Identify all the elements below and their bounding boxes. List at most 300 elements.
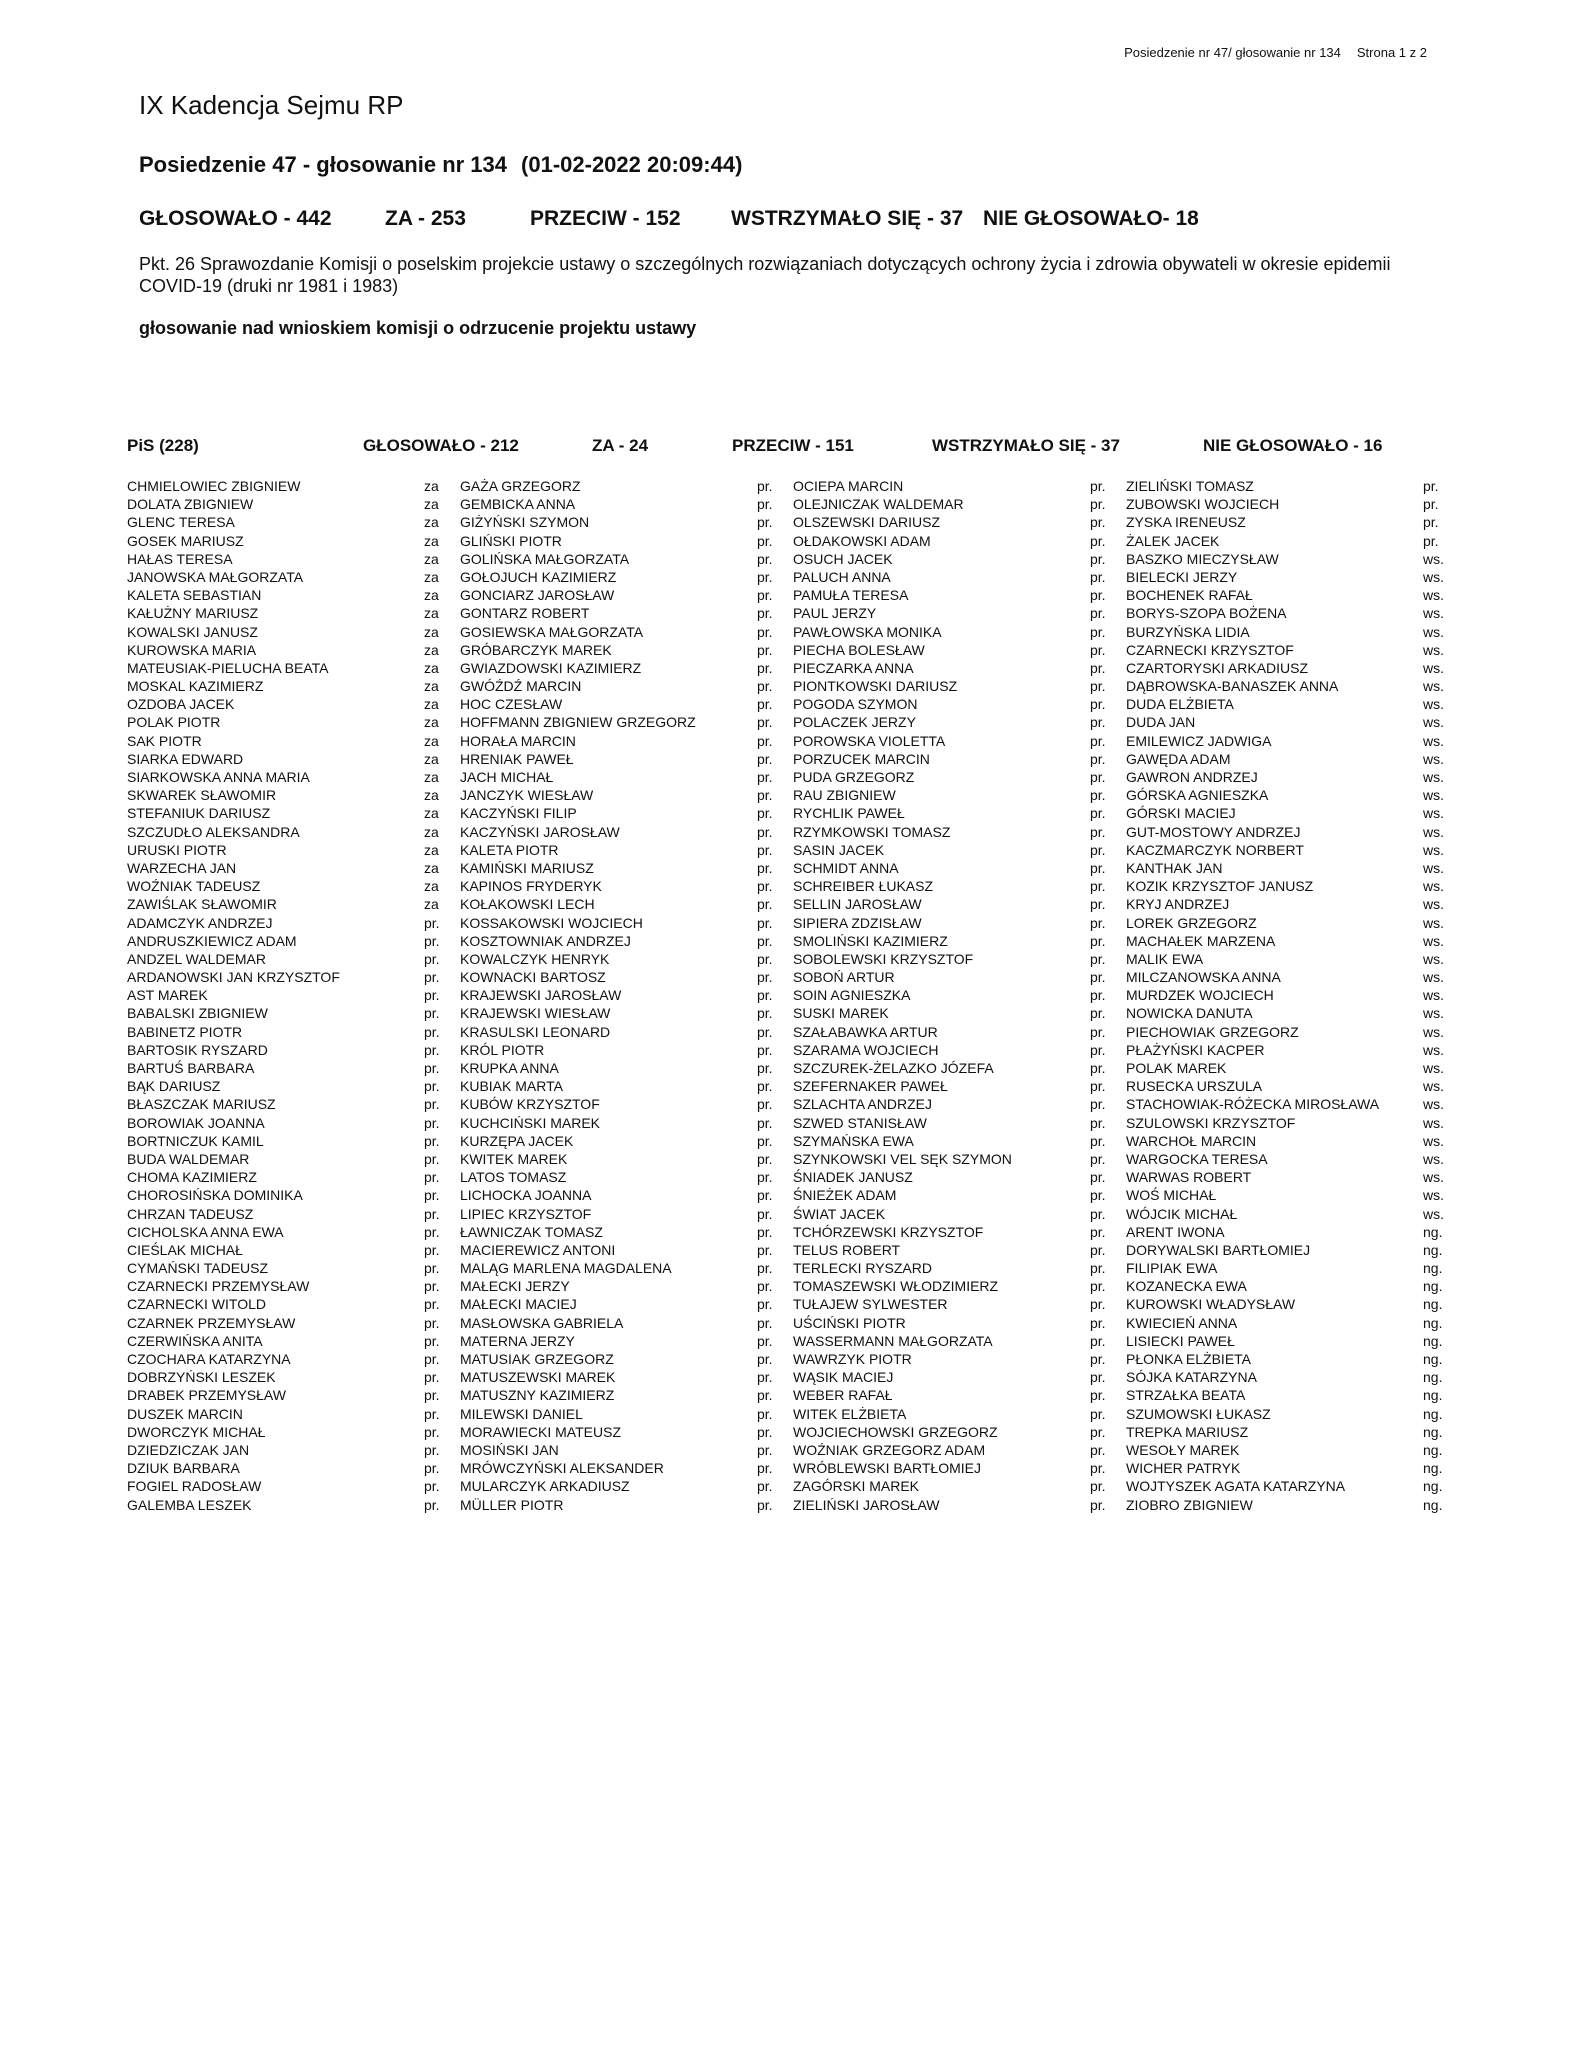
deputy-vote: za bbox=[424, 805, 439, 822]
deputy-vote: pr. bbox=[1090, 1478, 1106, 1495]
vote-row bbox=[460, 986, 790, 1004]
vote-row bbox=[1126, 1004, 1456, 1022]
deputy-vote: ng. bbox=[1423, 1441, 1443, 1458]
vote-row bbox=[1126, 932, 1456, 950]
vote-row bbox=[127, 1441, 457, 1459]
deputy-name: BOCHENEK RAFAŁ bbox=[1126, 587, 1253, 604]
deputy-name: WEBER RAFAŁ bbox=[793, 1387, 893, 1404]
deputy-name: STEFANIUK DARIUSZ bbox=[127, 805, 271, 822]
deputy-name: SZEFERNAKER PAWEŁ bbox=[793, 1078, 948, 1095]
vote-row bbox=[793, 1223, 1123, 1241]
deputy-name: PIECZARKA ANNA bbox=[793, 659, 914, 676]
deputy-name: BORTNICZUK KAMIL bbox=[127, 1132, 264, 1149]
vote-row bbox=[460, 550, 790, 568]
vote-row bbox=[460, 1223, 790, 1241]
deputy-vote: ws. bbox=[1423, 641, 1444, 658]
deputy-name: DWORCZYK MICHAŁ bbox=[127, 1423, 266, 1440]
deputy-vote: pr. bbox=[424, 1423, 440, 1440]
header-page-number: Strona 1 z 2 bbox=[1356, 45, 1427, 60]
deputy-vote: pr. bbox=[424, 1078, 440, 1095]
vote-row bbox=[1126, 823, 1456, 841]
vote-row bbox=[1126, 641, 1456, 659]
deputy-vote: pr. bbox=[424, 1441, 440, 1458]
deputy-name: MURDZEK WOJCIECH bbox=[1126, 987, 1274, 1004]
vote-row bbox=[1126, 1150, 1456, 1168]
deputy-vote: pr. bbox=[757, 1460, 773, 1477]
vote-row bbox=[793, 768, 1123, 786]
vote-row bbox=[1126, 732, 1456, 750]
deputy-name: MILCZANOWSKA ANNA bbox=[1126, 969, 1281, 986]
deputy-vote: pr. bbox=[757, 1351, 773, 1367]
deputy-name: JACH MICHAŁ bbox=[460, 769, 554, 785]
deputy-vote: ws. bbox=[1423, 823, 1444, 840]
vote-row bbox=[1126, 877, 1456, 895]
deputy-vote: za bbox=[424, 769, 439, 785]
deputy-vote: pr. bbox=[1090, 514, 1106, 531]
vote-row bbox=[793, 1059, 1123, 1077]
deputy-name: SCHMIDT ANNA bbox=[793, 859, 899, 876]
deputy-name: WARWAS ROBERT bbox=[1126, 1169, 1252, 1186]
vote-row bbox=[460, 968, 790, 986]
deputy-vote: pr. bbox=[757, 1478, 773, 1495]
deputy-vote: pr. bbox=[424, 914, 440, 931]
deputy-name: WOJTYSZEK AGATA KATARZYNA bbox=[1126, 1478, 1346, 1495]
deputy-vote: pr. bbox=[1090, 1260, 1106, 1277]
deputy-name: SZCZUREK-ŻELAZKO JÓZEFA bbox=[793, 1060, 994, 1076]
deputy-vote: pr. bbox=[424, 932, 440, 949]
deputy-name: RYCHLIK PAWEŁ bbox=[793, 805, 905, 822]
deputy-vote: pr. bbox=[757, 823, 773, 840]
deputy-vote: pr. bbox=[1090, 896, 1106, 913]
deputy-vote: pr. bbox=[1423, 514, 1439, 531]
deputy-vote: ws. bbox=[1423, 950, 1444, 967]
vote-row bbox=[793, 804, 1123, 822]
deputy-name: SZCZUDŁO ALEKSANDRA bbox=[127, 823, 300, 840]
deputy-vote: pr. bbox=[757, 969, 773, 986]
deputy-name: EMILEWICZ JADWIGA bbox=[1126, 732, 1272, 749]
deputy-vote: pr. bbox=[1090, 1169, 1106, 1186]
vote-row bbox=[460, 586, 790, 604]
deputy-name: KUCHCIŃSKI MAREK bbox=[460, 1114, 601, 1131]
deputy-vote: za bbox=[424, 568, 439, 585]
deputy-name: UŚCIŃSKI PIOTR bbox=[793, 1314, 906, 1331]
vote-row bbox=[127, 659, 457, 677]
vote-row bbox=[793, 823, 1123, 841]
deputy-vote: pr. bbox=[424, 1223, 440, 1240]
vote-row bbox=[127, 1496, 457, 1514]
deputy-name: LICHOCKA JOANNA bbox=[460, 1187, 592, 1204]
vote-row bbox=[127, 804, 457, 822]
vote-row bbox=[1126, 914, 1456, 932]
deputy-name: KOWALSKI JANUSZ bbox=[127, 623, 258, 640]
vote-row bbox=[793, 1459, 1123, 1477]
deputy-name: DĄBROWSKA-BANASZEK ANNA bbox=[1126, 678, 1339, 695]
vote-row bbox=[460, 1205, 790, 1223]
deputy-name: WARZECHA JAN bbox=[127, 859, 237, 876]
deputy-name: SZYNKOWSKI VEL SĘK SZYMON bbox=[793, 1150, 1012, 1167]
deputy-name: ANDZEL WALDEMAR bbox=[127, 950, 266, 967]
deputy-name: BARTOSIK RYSZARD bbox=[127, 1041, 268, 1058]
vote-row bbox=[127, 513, 457, 531]
vote-row bbox=[127, 1423, 457, 1441]
deputy-name: RUSECKA URSZULA bbox=[1126, 1078, 1263, 1095]
deputy-vote: pr. bbox=[1090, 750, 1106, 767]
vote-row bbox=[460, 677, 790, 695]
vote-row bbox=[127, 1295, 457, 1313]
deputy-name: MULARCZYK ARKADIUSZ bbox=[460, 1478, 630, 1495]
vote-row bbox=[793, 1423, 1123, 1441]
deputy-vote: ws. bbox=[1423, 859, 1444, 876]
deputy-vote: za bbox=[424, 478, 439, 494]
vote-row bbox=[127, 859, 457, 877]
deputy-vote: pr. bbox=[1090, 1460, 1106, 1477]
deputy-name: PAMUŁA TERESA bbox=[793, 587, 909, 604]
vote-row bbox=[793, 713, 1123, 731]
deputy-name: KUROWSKI WŁADYSŁAW bbox=[1126, 1296, 1296, 1313]
deputy-vote: ws. bbox=[1423, 714, 1444, 731]
vote-row bbox=[460, 1186, 790, 1204]
deputy-vote: pr. bbox=[424, 1005, 440, 1022]
vote-row bbox=[127, 895, 457, 913]
deputy-name: PŁAŻYŃSKI KACPER bbox=[1126, 1041, 1265, 1058]
vote-row bbox=[793, 1241, 1123, 1259]
vote-row bbox=[1126, 532, 1456, 550]
deputy-name: SZULOWSKI KRZYSZTOF bbox=[1126, 1114, 1296, 1131]
vote-row bbox=[460, 1059, 790, 1077]
deputy-vote: pr. bbox=[757, 659, 773, 676]
deputy-name: MAŁECKI JERZY bbox=[460, 1278, 570, 1295]
deputy-name: CHOMA KAZIMIERZ bbox=[127, 1169, 257, 1186]
vote-row bbox=[1126, 1496, 1456, 1514]
vote-row bbox=[127, 604, 457, 622]
deputy-vote: pr. bbox=[757, 950, 773, 967]
deputy-vote: ws. bbox=[1423, 1041, 1444, 1058]
vote-row bbox=[1126, 623, 1456, 641]
deputy-name: PIECHA BOLESŁAW bbox=[793, 641, 925, 658]
club-against: PRZECIW - 151 bbox=[732, 436, 854, 455]
deputy-vote: pr. bbox=[757, 1223, 773, 1240]
deputy-name: SIARKA EDWARD bbox=[127, 750, 244, 767]
vote-row bbox=[793, 914, 1123, 932]
deputy-vote: pr. bbox=[424, 1023, 440, 1040]
vote-row bbox=[460, 1004, 790, 1022]
deputy-vote: ws. bbox=[1423, 1114, 1444, 1131]
deputy-name: TCHÓRZEWSKI KRZYSZTOF bbox=[793, 1223, 984, 1240]
deputy-name: DZIUK BARBARA bbox=[127, 1460, 240, 1477]
deputy-vote: pr. bbox=[757, 1369, 773, 1386]
deputy-vote: pr. bbox=[1090, 678, 1106, 695]
vote-row bbox=[127, 1114, 457, 1132]
vote-row bbox=[460, 804, 790, 822]
vote-row bbox=[1126, 1223, 1456, 1241]
deputy-name: KOSZTOWNIAK ANDRZEJ bbox=[460, 932, 631, 949]
deputy-name: LISIECKI PAWEŁ bbox=[1126, 1332, 1235, 1349]
deputy-name: DRABEK PRZEMYSŁAW bbox=[127, 1387, 286, 1404]
vote-row bbox=[127, 1277, 457, 1295]
deputy-name: POGODA SZYMON bbox=[793, 696, 918, 713]
deputy-name: MACHAŁEK MARZENA bbox=[1126, 932, 1276, 949]
vote-row bbox=[460, 495, 790, 513]
deputy-name: ARDANOWSKI JAN KRZYSZTOF bbox=[127, 969, 340, 986]
deputy-vote: pr. bbox=[424, 1096, 440, 1113]
vote-row bbox=[460, 932, 790, 950]
vote-row bbox=[127, 932, 457, 950]
deputy-vote: pr. bbox=[1090, 550, 1106, 567]
vote-row bbox=[460, 1405, 790, 1423]
deputy-name: LIPIEC KRZYSZTOF bbox=[460, 1205, 592, 1222]
deputy-vote: pr. bbox=[424, 1060, 440, 1076]
deputy-vote: pr. bbox=[424, 1496, 440, 1513]
deputy-vote: pr. bbox=[1090, 1332, 1106, 1349]
deputy-name: GUT-MOSTOWY ANDRZEJ bbox=[1126, 823, 1301, 840]
deputy-vote: pr. bbox=[1090, 478, 1106, 494]
deputy-vote: pr. bbox=[1090, 878, 1106, 895]
vote-row bbox=[1126, 659, 1456, 677]
deputy-name: HOFFMANN ZBIGNIEW GRZEGORZ bbox=[460, 714, 696, 731]
vote-row bbox=[1126, 1241, 1456, 1259]
deputy-name: CHOROSIŃSKA DOMINIKA bbox=[127, 1187, 303, 1204]
vote-column-4 bbox=[1126, 477, 1456, 1514]
vote-row bbox=[127, 713, 457, 731]
deputy-vote: pr. bbox=[757, 1169, 773, 1186]
deputy-name: BĄK DARIUSZ bbox=[127, 1078, 221, 1095]
total-for: ZA - 253 bbox=[385, 207, 466, 230]
deputy-vote: za bbox=[424, 587, 439, 604]
deputy-vote: pr. bbox=[757, 1187, 773, 1204]
deputy-vote: pr. bbox=[1090, 1496, 1106, 1513]
deputy-name: SIARKOWSKA ANNA MARIA bbox=[127, 769, 310, 785]
deputy-vote: pr. bbox=[1090, 714, 1106, 731]
deputy-vote: pr. bbox=[1090, 1314, 1106, 1331]
deputy-vote: pr. bbox=[757, 787, 773, 804]
vote-row bbox=[127, 695, 457, 713]
deputy-name: TUŁAJEW SYLWESTER bbox=[793, 1296, 948, 1313]
vote-row bbox=[793, 1041, 1123, 1059]
deputy-vote: ws. bbox=[1423, 878, 1444, 895]
vote-row bbox=[127, 1077, 457, 1095]
vote-row bbox=[127, 1205, 457, 1223]
vote-row bbox=[793, 1132, 1123, 1150]
deputy-name: LATOS TOMASZ bbox=[460, 1169, 567, 1186]
deputy-name: MRÓWCZYŃSKI ALEKSANDER bbox=[460, 1460, 664, 1477]
vote-row bbox=[127, 1004, 457, 1022]
deputy-vote: pr. bbox=[1090, 1387, 1106, 1404]
deputy-name: TOMASZEWSKI WŁODZIMIERZ bbox=[793, 1278, 999, 1295]
vote-row bbox=[1126, 695, 1456, 713]
deputy-name: MORAWIECKI MATEUSZ bbox=[460, 1423, 621, 1440]
deputy-name: KRÓL PIOTR bbox=[460, 1041, 545, 1058]
deputy-vote: pr. bbox=[757, 568, 773, 585]
deputy-vote: ng. bbox=[1423, 1296, 1443, 1313]
total-not-voted: NIE GŁOSOWAŁO- 18 bbox=[983, 207, 1199, 230]
vote-row bbox=[460, 1332, 790, 1350]
vote-row bbox=[1126, 895, 1456, 913]
vote-row bbox=[1126, 677, 1456, 695]
vote-row bbox=[1126, 568, 1456, 586]
deputy-name: KOSSAKOWSKI WOJCIECH bbox=[460, 914, 643, 931]
deputy-name: DOLATA ZBIGNIEW bbox=[127, 496, 254, 513]
deputy-vote: pr. bbox=[1090, 987, 1106, 1004]
deputy-name: GÓRSKI MACIEJ bbox=[1126, 805, 1236, 822]
deputy-vote: ng. bbox=[1423, 1241, 1443, 1258]
vote-row bbox=[793, 586, 1123, 604]
deputy-name: ZIELIŃSKI JAROSŁAW bbox=[793, 1496, 940, 1513]
vote-row bbox=[127, 477, 457, 495]
vote-row bbox=[793, 841, 1123, 859]
vote-row bbox=[793, 641, 1123, 659]
deputy-name: DUDA JAN bbox=[1126, 714, 1196, 731]
vote-row bbox=[127, 950, 457, 968]
deputy-name: STACHOWIAK-RÓŻECKA MIROSŁAWA bbox=[1126, 1096, 1380, 1113]
deputy-vote: za bbox=[424, 678, 439, 695]
deputy-name: CZOCHARA KATARZYNA bbox=[127, 1351, 291, 1367]
deputy-name: GWÓŹDŹ MARCIN bbox=[460, 678, 582, 695]
deputy-name: CHRZAN TADEUSZ bbox=[127, 1205, 254, 1222]
deputy-vote: pr. bbox=[757, 696, 773, 713]
vote-row bbox=[1126, 495, 1456, 513]
deputy-name: TREPKA MARIUSZ bbox=[1126, 1423, 1249, 1440]
deputy-vote: ws. bbox=[1423, 1023, 1444, 1040]
agenda-item-description: Pkt. 26 Sprawozdanie Komisji o poselskim projekcie ustawy o szczególnych rozwiązaniach dotyczących ochrony życia i zdrowia obywateli w okresie epidemii COVID-19 (druki nr 1981 i 1983) bbox=[139, 254, 1391, 296]
deputy-vote: pr. bbox=[424, 969, 440, 986]
deputy-name: GÓRSKA AGNIESZKA bbox=[1126, 787, 1269, 804]
vote-row bbox=[127, 1223, 457, 1241]
deputy-name: GOSEK MARIUSZ bbox=[127, 532, 244, 549]
deputy-name: GOSIEWSKA MAŁGORZATA bbox=[460, 623, 644, 640]
deputy-vote: ws. bbox=[1423, 605, 1444, 622]
deputy-vote: ws. bbox=[1423, 659, 1444, 676]
deputy-name: WĄSIK MACIEJ bbox=[793, 1369, 894, 1386]
deputy-vote: pr. bbox=[757, 1114, 773, 1131]
vote-row bbox=[127, 1332, 457, 1350]
deputy-vote: pr. bbox=[757, 514, 773, 531]
deputy-vote: ws. bbox=[1423, 696, 1444, 713]
deputy-name: SOBOLEWSKI KRZYSZTOF bbox=[793, 950, 974, 967]
deputy-vote: ng. bbox=[1423, 1387, 1443, 1404]
deputy-vote: pr. bbox=[757, 587, 773, 604]
deputy-vote: pr. bbox=[757, 1241, 773, 1258]
deputy-name: GEMBICKA ANNA bbox=[460, 496, 576, 513]
deputy-name: DUSZEK MARCIN bbox=[127, 1405, 243, 1422]
vote-row bbox=[460, 659, 790, 677]
deputy-name: KUBIAK MARTA bbox=[460, 1078, 563, 1095]
vote-row bbox=[460, 732, 790, 750]
vote-row bbox=[1126, 768, 1456, 786]
deputy-name: WARGOCKA TERESA bbox=[1126, 1150, 1268, 1167]
deputy-name: KURZĘPA JACEK bbox=[460, 1132, 574, 1149]
deputy-name: ŚWIAT JACEK bbox=[793, 1205, 886, 1222]
vote-row bbox=[793, 1168, 1123, 1186]
deputy-name: MACIEREWICZ ANTONI bbox=[460, 1241, 616, 1258]
vote-row bbox=[127, 1241, 457, 1259]
club-abstained: WSTRZYMAŁO SIĘ - 37 bbox=[932, 436, 1120, 455]
vote-row bbox=[127, 732, 457, 750]
vote-column-1 bbox=[127, 477, 457, 1514]
deputy-name: MALĄG MARLENA MAGDALENA bbox=[460, 1260, 672, 1277]
deputy-vote: pr. bbox=[757, 1132, 773, 1149]
deputy-name: BASZKO MIECZYSŁAW bbox=[1126, 550, 1279, 567]
deputy-name: OŁDAKOWSKI ADAM bbox=[793, 532, 931, 549]
vote-row bbox=[1126, 804, 1456, 822]
session-heading bbox=[139, 152, 742, 178]
vote-row bbox=[460, 768, 790, 786]
deputy-vote: za bbox=[424, 659, 439, 676]
deputy-name: MALIK EWA bbox=[1126, 950, 1204, 967]
vote-row bbox=[127, 1477, 457, 1495]
deputy-vote: pr. bbox=[757, 1078, 773, 1095]
deputy-vote: ws. bbox=[1423, 1078, 1444, 1095]
deputy-name: KANTHAK JAN bbox=[1126, 859, 1223, 876]
deputy-vote: pr. bbox=[757, 1205, 773, 1222]
deputy-vote: pr. bbox=[1090, 732, 1106, 749]
deputy-vote: pr. bbox=[1423, 532, 1439, 549]
deputy-vote: ng. bbox=[1423, 1314, 1443, 1331]
deputy-vote: pr. bbox=[1090, 932, 1106, 949]
deputy-name: KUROWSKA MARIA bbox=[127, 641, 257, 658]
vote-row bbox=[1126, 1350, 1456, 1368]
deputy-vote: pr. bbox=[1090, 823, 1106, 840]
deputy-vote: pr. bbox=[1090, 1241, 1106, 1258]
deputy-vote: ws. bbox=[1423, 914, 1444, 931]
vote-row bbox=[460, 1150, 790, 1168]
deputy-vote: pr. bbox=[757, 550, 773, 567]
vote-row bbox=[793, 1205, 1123, 1223]
deputy-name: PORZUCEK MARCIN bbox=[793, 750, 930, 767]
deputy-name: OLEJNICZAK WALDEMAR bbox=[793, 496, 964, 513]
deputy-vote: pr. bbox=[1090, 969, 1106, 986]
deputy-vote: za bbox=[424, 550, 439, 567]
vote-row bbox=[127, 1314, 457, 1332]
vote-row bbox=[793, 750, 1123, 768]
deputy-vote: za bbox=[424, 841, 439, 858]
deputy-name: SAK PIOTR bbox=[127, 732, 202, 749]
deputy-name: WOŹNIAK GRZEGORZ ADAM bbox=[793, 1441, 986, 1458]
deputy-name: GOŁOJUCH KAZIMIERZ bbox=[460, 568, 617, 585]
deputy-vote: pr. bbox=[1423, 478, 1439, 494]
deputy-vote: za bbox=[424, 787, 439, 804]
vote-row bbox=[127, 1095, 457, 1113]
deputy-name: PIECHOWIAK GRZEGORZ bbox=[1126, 1023, 1299, 1040]
deputy-vote: pr. bbox=[424, 1150, 440, 1167]
deputy-name: ANDRUSZKIEWICZ ADAM bbox=[127, 932, 297, 949]
vote-row bbox=[460, 1459, 790, 1477]
deputy-vote: pr. bbox=[757, 878, 773, 895]
deputy-vote: ng. bbox=[1423, 1223, 1443, 1240]
deputy-name: POLAK MAREK bbox=[1126, 1060, 1227, 1076]
deputy-name: KACZMARCZYK NORBERT bbox=[1126, 841, 1304, 858]
vote-row bbox=[793, 1441, 1123, 1459]
deputy-vote: za bbox=[424, 605, 439, 622]
deputy-vote: pr. bbox=[757, 1023, 773, 1040]
vote-row bbox=[793, 950, 1123, 968]
deputy-vote: pr. bbox=[757, 1296, 773, 1313]
deputy-vote: za bbox=[424, 859, 439, 876]
vote-row bbox=[127, 914, 457, 932]
deputy-name: KOŁAKOWSKI LECH bbox=[460, 896, 595, 913]
deputy-name: SOIN AGNIESZKA bbox=[793, 987, 911, 1004]
deputy-name: KRAJEWSKI JAROSŁAW bbox=[460, 987, 622, 1004]
deputy-vote: pr. bbox=[1090, 1351, 1106, 1367]
deputy-vote: pr. bbox=[1090, 1223, 1106, 1240]
deputy-name: TERLECKI RYSZARD bbox=[793, 1260, 932, 1277]
vote-row bbox=[1126, 1095, 1456, 1113]
deputy-name: MASŁOWSKA GABRIELA bbox=[460, 1314, 624, 1331]
vote-row bbox=[460, 786, 790, 804]
deputy-vote: pr. bbox=[424, 1241, 440, 1258]
deputy-name: SOBOŃ ARTUR bbox=[793, 969, 895, 986]
vote-row bbox=[793, 895, 1123, 913]
deputy-name: WÓJCIK MICHAŁ bbox=[1126, 1205, 1238, 1222]
